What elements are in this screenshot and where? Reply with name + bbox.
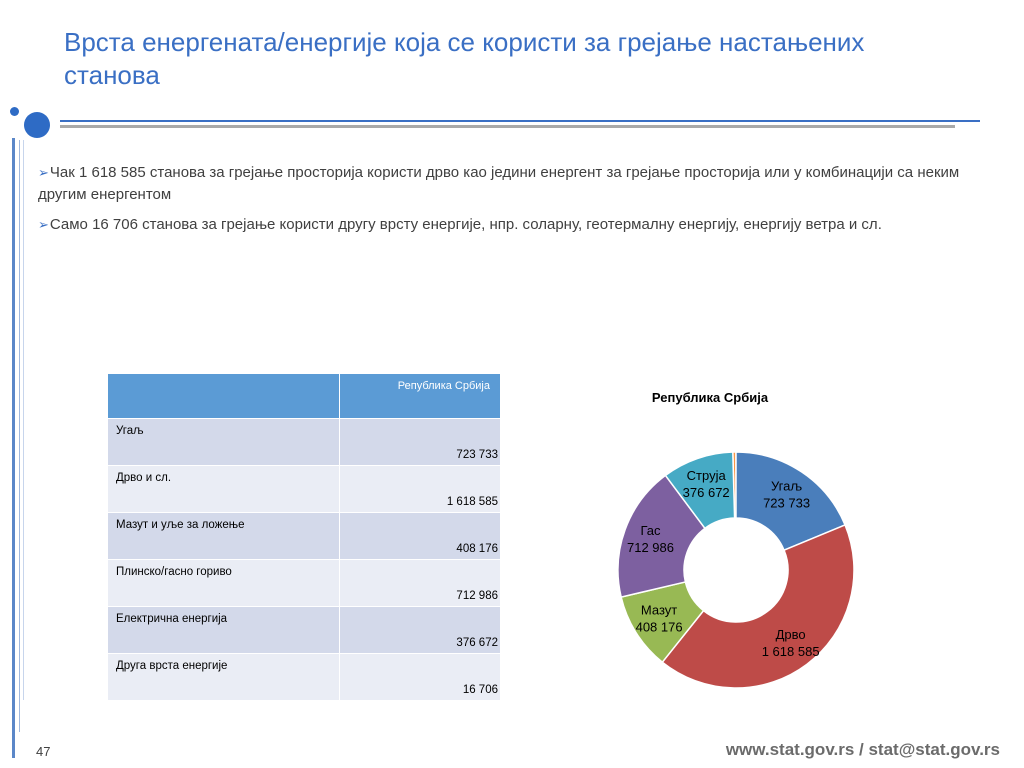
row-label: Плинско/гасно гориво <box>108 560 340 607</box>
row-value: 408 176 <box>340 513 501 560</box>
table-row <box>108 419 501 466</box>
footer-contact: www.stat.gov.rs / stat@stat.gov.rs <box>725 740 1000 759</box>
title-underline <box>60 120 980 122</box>
row-value: 723 733 <box>340 419 501 466</box>
table-row <box>108 513 501 560</box>
slice-label: Дрво 1 618 585 <box>761 626 820 659</box>
title-underline-gray <box>60 125 955 128</box>
table-row <box>108 466 501 513</box>
slice-label: Угаљ 723 733 <box>763 478 811 511</box>
row-label: Дрво и сл. <box>108 466 340 513</box>
slice-label: Мазут 408 176 <box>635 602 683 635</box>
table-row <box>108 654 501 701</box>
page-number: 47 <box>36 744 51 759</box>
left-accent-line <box>19 140 20 732</box>
slide-title: Врста енергената/енергије која се користи за грејање настањених станова <box>64 27 865 90</box>
row-label: Електрична енергија <box>108 607 340 654</box>
row-label: Друга врста енергије <box>108 654 340 701</box>
bullet-item <box>38 162 988 206</box>
decor-dot-small <box>10 107 19 116</box>
chart-title: Република Србија <box>651 390 769 405</box>
table-header-region: Република Србија <box>340 374 501 419</box>
row-label: Угаљ <box>108 419 340 466</box>
arrow-bullet-icon: ➢ <box>38 165 49 180</box>
decor-dot-large <box>24 112 50 138</box>
donut-chart <box>560 380 880 710</box>
row-label: Мазут и уље за ложење <box>108 513 340 560</box>
table-row <box>108 607 501 654</box>
row-value: 1 618 585 <box>340 466 501 513</box>
row-value: 712 986 <box>340 560 501 607</box>
left-accent-bar <box>12 138 15 758</box>
arrow-bullet-icon: ➢ <box>38 217 49 232</box>
table-header-empty <box>108 374 340 419</box>
table-row <box>108 560 501 607</box>
left-accent-line-light <box>23 140 24 700</box>
bullet-text: Само 16 706 станова за грејање користи другу врсту енергије, нпр. соларну, геотермалну енергију, енергију ветра и сл. <box>49 216 882 233</box>
bullet-item <box>38 214 988 236</box>
bullet-text: Чак 1 618 585 станова за грејање просторија користи дрво као једини енергент за грејање просторија или у комбинацији са неким другим енергентом <box>38 164 960 203</box>
energy-table <box>107 373 501 701</box>
row-value: 16 706 <box>340 654 501 701</box>
row-value: 376 672 <box>340 607 501 654</box>
slice-label: Гас 712 986 <box>626 522 674 555</box>
bullet-list <box>38 162 988 244</box>
slice-label: Струја 376 672 <box>682 468 730 501</box>
table-header-row <box>108 374 501 419</box>
